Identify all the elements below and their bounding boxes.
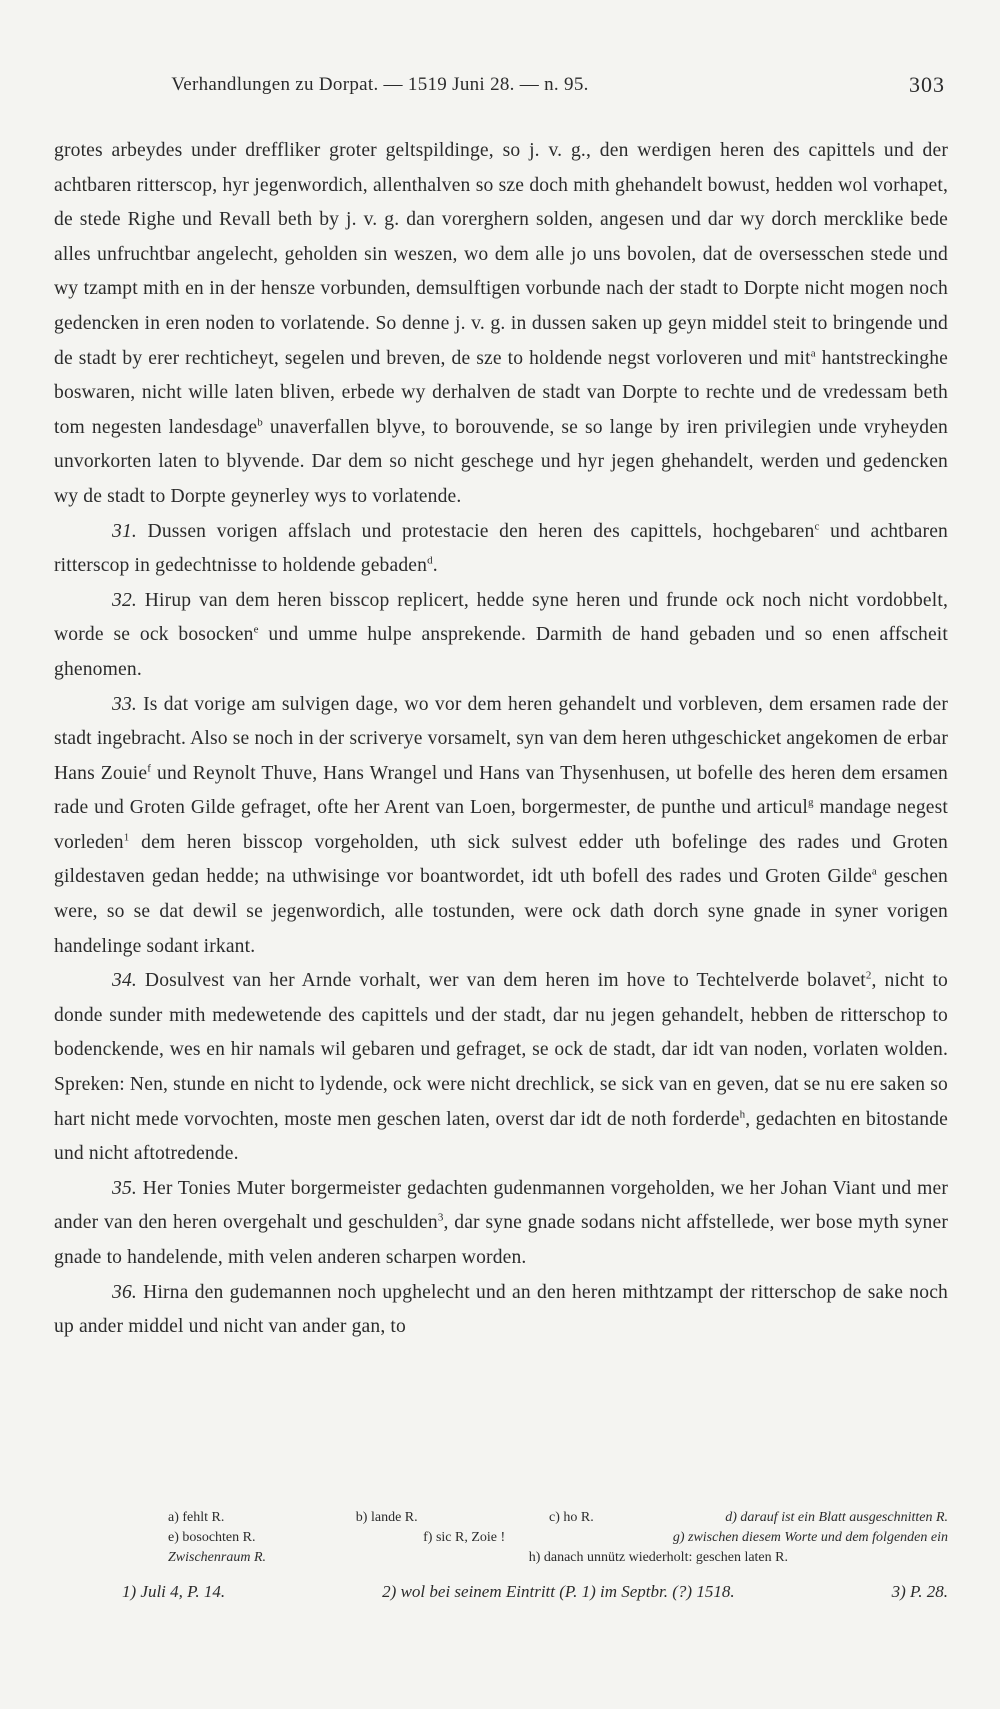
paragraph-32: 32. Hirup van dem heren bisscop replicert, hedde syne heren und frunde ock noch nicht vordobbelt, worde se ock bosocken$^e$ und umme hulpe ansprekende. Darmith de hand gebaden und so enen affscheit ghenomen. [54,589,948,680]
footnotes [122,1581,948,1603]
note-c: c) ho R. [549,1510,594,1525]
section-number: 31. [112,520,137,542]
note-marker: 3 [437,1211,444,1224]
footnote-1: 1) Juli 4, P. 14. [122,1582,226,1601]
note-marker: a [810,347,816,360]
textual-notes [168,1508,948,1568]
note-d: d) darauf ist ein Blatt ausgeschnitten R. [725,1510,948,1525]
note-g-cont: Zwischenraum R. [168,1550,266,1565]
paragraph-35: 35. Her Tonies Muter borgermeister gedachten gudenmannen vorgeholden, we her Johan Viant und mer ander van den heren overgehalt und geschulden$^3$, dar syne gnade sodans nicht affstellede, wer bose myth syner gnade to handelende, mith velen anderen scharpen worden. [54,1177,948,1268]
paragraph-36: 36. Hirna den gudemannen noch upghelecht und an den heren mithtzampt der ritterschop de sake noch up ander middel und nicht van ander gan, to [54,1281,948,1338]
note-f: f) sic R, Zoie ! [423,1530,506,1545]
paragraph-31: 31. Dussen vorigen affslach und protestacie den heren des capittels, hochgebaren$^c$ und achtbaren ritterscop in gedechtnisse to holdende gebaden$^d$. [54,520,948,577]
paragraph-33: 33. Is dat vorige am sulvigen dage, wo vor dem heren gehandelt und vorbleven, dem ersamen rade der stadt ingebracht. Also se noch in der scriverye vorsamelt, syn van dem heren uthgeschicket angekomen de erbar Hans Zouie$^f$ und Reynolt Thuve, Hans Wrangel und Hans van Thysenhusen, ut bofelle des heren dem ersamen rade und Groten Gilde gefraget, ofte her Arent van Loen, borgermester, de punthe und articul$^g$ mandage negest vorleden$^1$ dem heren bisscop vorgeholden, uth sick sulvest edder uth bofelinge des rades und Groten gildestaven gedan hedde; na uthwisinge vor boantwordet, idt uth bofell des rades und Groten Gilde$^a$ geschen were, so se dat dewil se jegenwordich, alle tostunden, were ock dath dorch syne gnade in syner vorigen handelinge sodant irkant. [54,693,949,957]
note-marker: 2 [865,969,872,982]
note-marker: b [257,416,263,429]
running-title: Verhandlungen zu Dorpat. — 1519 Juni 28. — n. 95. [171,74,589,95]
note-marker: 1 [123,831,130,844]
note-marker: f [147,762,152,775]
note-marker: d [427,554,433,567]
paragraph-continued: grotes arbeydes under dreffliker groter geltspildinge, so j. v. g., den werdigen heren des capittels und der achtbaren ritterscop, hyr jegenwordich, allenthalven so sze doch mith ghehandelt bowust, hedden wol vorhapet, de stede Righe und Revall beth by j. v. g. dan vorerghern solden, angesen und dar wy dorch mercklike bede alles unfruchtbar angelecht, geholden sin weszen, wo dem alle jo uns bovolen, dat de oversesschen stede und wy tzampt mith en in der hensze vorbunden, demsulftigen vorbunde nach der stadt to Dorpte nicht mogen noch gedencken in eren noden to vorlatende. So denne j. v. g. in dussen saken up geyn middel steit to bringende und de stadt by erer rechticheyt, segelen und breven, de sze to holdende negst vorloveren und mit$^a$ hantstreckinghe boswaren, nicht wille laten bliven, erbede wy derhalven de stadt van Dorpte to rechte und de vredessam beth tom negesten landesdage$^b$ unaverfallen blyve, to borouvende, se so lange by iren privilegien unde vryheyden unvorkorten laten to blyvende. Dar dem so nicht geschege und hyr jegen ghehandelt, werden und gedencken wy de stadt to Dorpte geynerley wys to vorlatende. [54,140,948,507]
section-number: 34. [112,970,137,992]
paragraph-34: 34. Dosulvest van her Arnde vorhalt, wer van dem heren im hove to Techtelverde bolavet$^2$, nicht to donde sunder mith medewetende des capittels und der stadt, dar nu jegen gehandelt, hebben de ritterschop to bodenckende, wes en hir namals wil gebaren und gefraget, se ock de stadt, dar idt van noden, vorlaten wolden. Spreken: Nen, stunde en nicht to lydende, ock were nicht drechlick, se sick van en geven, dat se nu ere saken so hart nicht mede vorvochten, moste men geschen laten, overst dar idt de noth forderde$^h$, gedachten en bitostande und nicht aftotredende. [54,969,948,1165]
footnote-3: 3) P. 28. [891,1582,948,1601]
section-number: 33. [112,693,137,715]
note-a: a) fehlt R. [168,1510,225,1525]
note-h: h) danach unnütz wiederholt: geschen laten R. [528,1550,788,1565]
note-marker: c [814,520,820,532]
note-marker: e [253,623,259,636]
notes-row [168,1548,948,1568]
note-b: b) lande R. [355,1510,418,1525]
section-number: 35. [112,1177,137,1199]
footnote-2: 2) wol bei seinem Eintritt (P. 1) im Septbr. (?) 1518. [382,1582,735,1601]
page-number: 303 [909,72,945,97]
note-g: g) zwischen diesem Worte und dem folgenden ein [672,1530,948,1545]
section-number: 36. [112,1281,137,1303]
section-number: 32. [112,589,137,611]
note-marker: a [871,865,877,878]
note-e: e) bosochten R. [168,1530,256,1545]
notes-row [168,1528,948,1548]
note-marker: g [808,796,814,809]
main-text [54,134,948,1345]
note-marker: h [739,1108,746,1121]
notes-row [168,1508,948,1528]
